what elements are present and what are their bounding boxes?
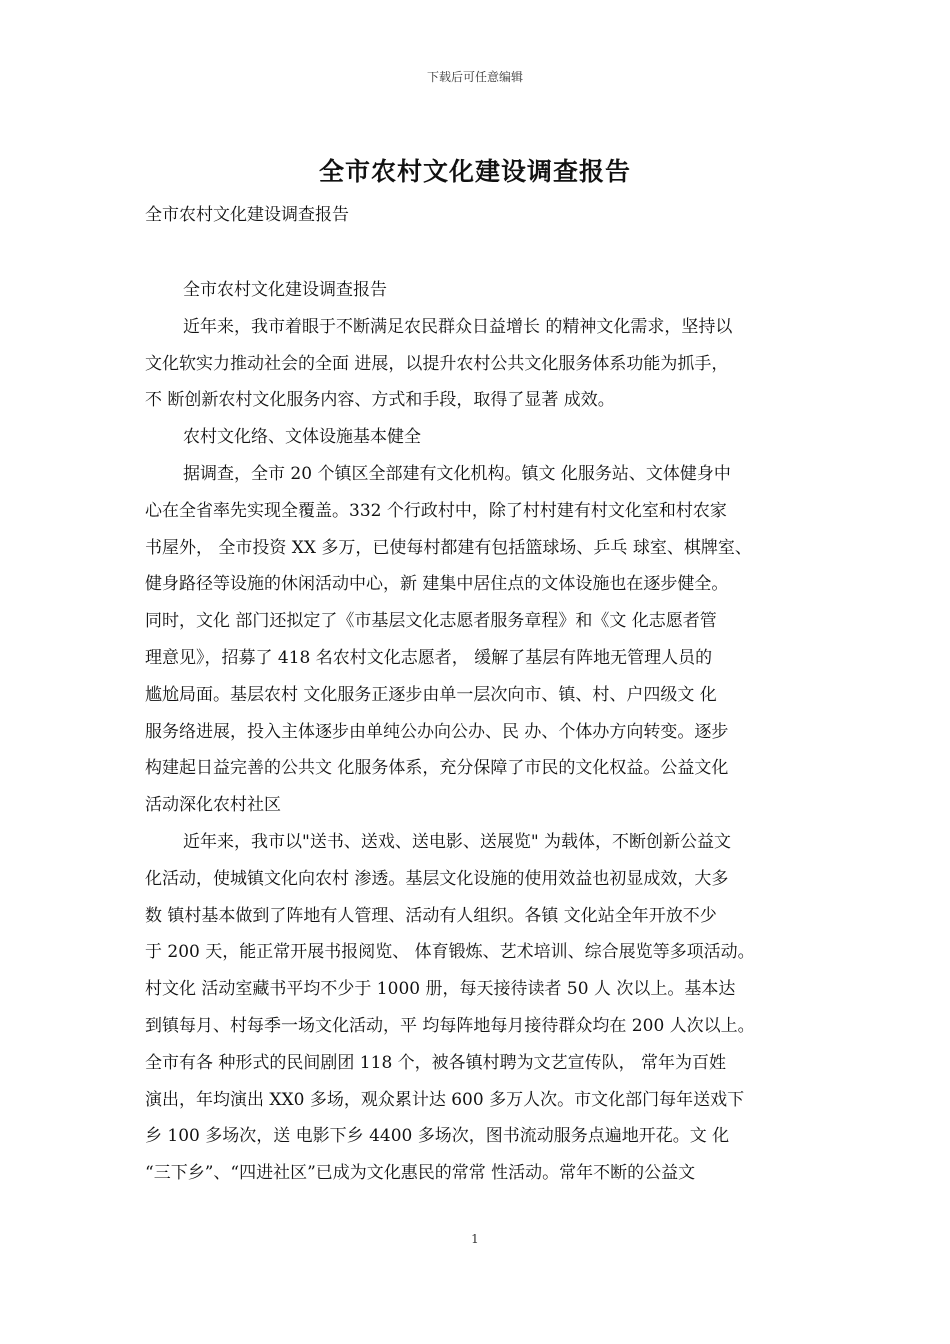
page-header-note: 下载后可任意编辑 (426, 70, 523, 84)
body-line: 近年来，我市以"送书、送戏、送电影、送展览" 为载体，不断创新公益文 (183, 831, 732, 852)
body-line: 理意见》，招募了 418 名农村文化志愿者， 缓解了基层有阵地无管理人员的 (145, 647, 713, 668)
body-line: 数 镇村基本做到了阵地有人管理、活动有人组织。各镇 文化站全年开放不少 (145, 905, 717, 926)
page-number: 1 (471, 1232, 479, 1246)
body-line: 村文化 活动室藏书平均不少于 1000 册，每天接待读者 50 人 次以上。基本达 (145, 979, 736, 1000)
body-line: 到镇每月、村每季一场文化活动，平 均每阵地每月接待群众均在 200 人次以上。 (145, 1015, 755, 1036)
body-line: 近年来，我市着眼于不断满足农民群众日益增长 的精神文化需求，坚持以 (183, 316, 733, 337)
body-line: 心在全省率先实现全覆盖。332 个行政村中，除了村村建有村文化室和村农家 (145, 500, 727, 521)
body-line: 全市有各 种形式的民间剧团 118 个，被各镇村聘为文艺宣传队， 常年为百姓 (145, 1052, 727, 1073)
body-line: 书屋外， 全市投资 XX 多万，已使每村都建有包括篮球场、乒乓 球室、棋牌室、 (145, 537, 752, 558)
body-line: 不 断创新农村文化服务内容、方式和手段，取得了显著 成效。 (145, 390, 615, 411)
body-line: 同时，文化 部门还拟定了《市基层文化志愿者服务章程》和《文 化志愿者管 (145, 611, 717, 632)
body-line: 活动深化农村社区 (145, 795, 281, 816)
document-body (145, 272, 815, 1192)
body-line: 健身路径等设施的休闲活动中心，新 建集中居住点的文体设施也在逐步健全。 (145, 574, 729, 595)
body-line: 演出，年均演出 XX0 多场，观众累计达 600 多万人次。市文化部门每年送戏下 (145, 1089, 745, 1110)
body-line: 农村文化络、文体设施基本健全 (183, 427, 421, 448)
body-line: 于 200 天，能正常开展书报阅览、 体育锻炼、艺术培训、综合展览等多项活动。 (145, 942, 755, 963)
document-title: 全市农村文化建设调查报告 (318, 157, 631, 186)
body-line: 构建起日益完善的公共文 化服务体系，充分保障了市民的文化权益。公益文化 (145, 758, 729, 779)
body-line: 文化软实力推动社会的全面 进展，以提升农村公共文化服务体系功能为抓手， (145, 353, 729, 374)
body-line: “三下乡”、“四进社区”已成为文化惠民的常常 性活动。常年不断的公益文 (145, 1163, 696, 1184)
body-line: 尴尬局面。基层农村 文化服务正逐步由单一层次向市、镇、村、户四级文 化 (145, 684, 717, 705)
body-line: 全市农村文化建设调查报告 (183, 280, 387, 300)
document-subtitle: 全市农村文化建设调查报告 (145, 205, 349, 225)
body-line: 乡 100 多场次，送 电影下乡 4400 多场次，图书流动服务点遍地开花。文 化 (145, 1126, 730, 1147)
body-line: 据调查，全市 20 个镇区全部建有文化机构。镇文 化服务站、文体健身中 (183, 463, 731, 484)
body-line: 服务络进展，投入主体逐步由单纯公办向公办、民 办、个体办方向转变。逐步 (145, 721, 729, 742)
body-line: 化活动，使城镇文化向农村 渗透。基层文化设施的使用效益也初显成效，大多 (145, 868, 729, 889)
